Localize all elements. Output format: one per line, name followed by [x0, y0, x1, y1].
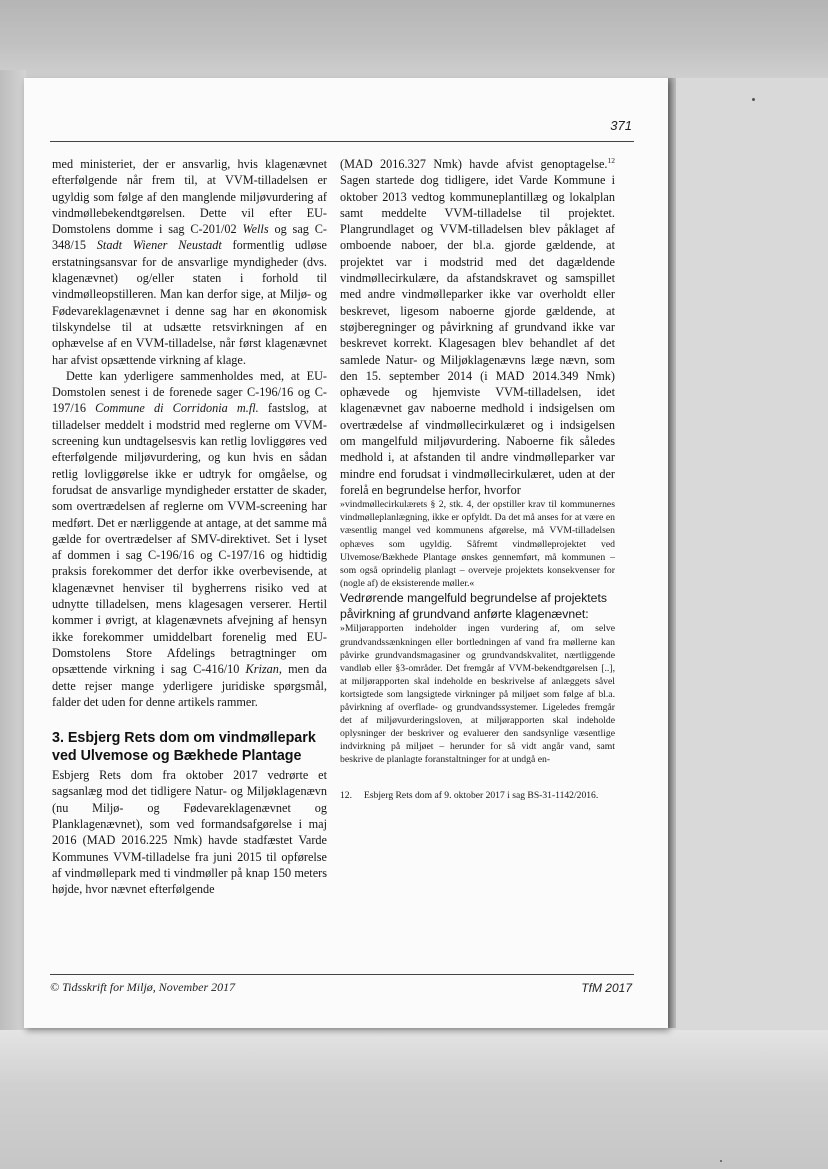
- footer-journal: TfM 2017: [581, 981, 632, 995]
- right-column: [340, 156, 615, 802]
- footnote-number: 12.: [340, 789, 352, 801]
- section-heading: 3. Esbjerg Rets dom om vindmøllepark ved Ulvemose og Bækhede Plantage: [52, 730, 316, 764]
- text-run: , men da dette rejser mange yderligere juridiske spørgsmål, falder det uden for denne artikels rammer.: [52, 662, 327, 709]
- paragraph: [52, 368, 327, 710]
- case-name: Commune di Corridonia m.fl.: [95, 401, 259, 416]
- text-run: fastslog, at tilladelser meddelt i modstrid med reglerne om VVM-screening kun undtagelsesvis kan retlig lovliggøres ved efterfølgende miljøvurdering, og kun hvis en sådan retlig lovliggørelse ikke er udtryk for omgåelse, og forudsat de ansvarlige myndigheder erstatter de skader, som overtrædelsen af reglerne om VVM-screening har medført. Det er nærliggende at antage, at det samme må gælde for overtrædelser af SMV-direktivet. Set i lyset af dommen i sag C-196/16 og C-197/16 og hidtidig praksis forekommer det derfor ikke overbevisende, at klagenævnet henviser til bygherrens risiko ved at udnytte tilladelsen, mens klagesagen verserer. Hertil kommer i øvrigt, at klagenævnets afvejning af hensyn ikke forekommer umiddelbart forenelig med EU-Domstolens Store Afdelings betragtninger om opsættende virkning i sag C-416/10: [52, 401, 328, 677]
- case-name: Stadt Wiener Neustadt: [96, 238, 222, 253]
- text-run: med ministeriet, der er ansvarlig, hvis klagenævnet efterfølgende når frem til, at VVM-tilladelsen er ugyldig som følge af den manglende miljøvurdering af vindmøllebekendtgørelsen. Dette vil efter EU-Domstolens domme i sag C-201/02: [52, 157, 327, 237]
- paragraph: [52, 156, 327, 368]
- case-name: Wells: [242, 222, 269, 237]
- text-run: (MAD 2016.327 Nmk) havde afvist genoptagelse.: [340, 157, 608, 171]
- subheading: Vedrørende mangelfuld begrundelse af projektets påvirkning af grundvand anførte klagenævnet:: [340, 590, 607, 622]
- paragraph: Esbjerg Rets dom fra oktober 2017 vedrørte et sagsanlæg mod det tidligere Natur- og Miljøklagenævn (nu Miljø- og Fødevareklagenævnet og Planklagenævnet), som ved formandsafgørelse i maj 2016 (MAD 2016.225 Nmk) havde stadfæstet Varde Kommunes VVM-tilladelse fra juni 2015 til opførelse af vindmøllepark med ti vindmøller på knap 150 meters højde, hvor nævnet efterfølgende: [52, 768, 327, 897]
- footer-rule: [50, 974, 634, 975]
- paragraph: [340, 156, 615, 498]
- left-column: [52, 156, 327, 897]
- footnote-ref[interactable]: 12: [607, 156, 615, 165]
- footer-copyright: © Tidsskrift for Miljø, November 2017: [50, 980, 236, 994]
- scan-speck: [752, 98, 755, 101]
- block-quote: »vindmøllecirkulærets § 2, stk. 4, der opstiller krav til kommunernes vindmølleplanlægning, ikke er opfyldt. Da det må anses for at være en væsentlig mangel ved kommunens afgørelse, må VVM-tilladelsen ophæves som ugyldig. Såfremt vindmølleprojektet ved Ulvemose/Bækhede Plantage ønskes gennemført, må kommunen – som også oprindelig planlagt – overveje projektets konsekvenser for (nogle af) de eksisterende møller.«: [340, 499, 615, 589]
- scan-speck: [720, 1160, 722, 1162]
- scan-background-top: [0, 0, 828, 78]
- case-name: Krizan: [245, 662, 279, 677]
- text-run: Dette kan yderligere sammenholdes med, at EU-Domstolen senest i de forenede sager C-196/16 og C-197/16: [52, 368, 327, 416]
- text-run: Sagen startede dog tidligere, idet Varde Kommune i oktober 2013 vedtog kommuneplantillæg og lokalplan samt meddelte VVM-tilladelse til projektet. Plangrundlaget og VVM-tilladelsen blev påklaget af omboende naboer, der bl.a. gjorde gældende, at projektet var i modstrid med det dagældende vindmøllecirkulære, da afstandskravet og samspillet med andre vindmølleparker ikke var overholdt eller beskrevet, ligesom naboerne gjorde gældende, at støjberegninger og påvirkning af grundvand ikke var beskrevet korrekt. Klagesagen blev behandlet af det samlede Natur- og Miljøklagenævns læge nævn, som den 15. september 2014 (i MAD 2014.349 Nmk) ophævede og hjemviste VVM-tilladelsen, idet klagenævnet gav naboerne medhold i indsigelsen om overtrædelse af vindmøllecirkulæret og i indsigelsen om mangelfuld miljøvurdering. Naboerne fik således medhold i, at afstanden til andre vindmølleparker var mindre end forudsat i vindmøllecirkulæret, uden at der forelå en begrundelse herfor, hvorfor: [340, 173, 615, 497]
- footnote-text: Esbjerg Rets dom af 9. oktober 2017 i sag BS-31-1142/2016.: [364, 789, 599, 801]
- block-quote: »Miljørapporten indeholder ingen vurdering af, om selve grundvandssænkningen eller bortledningen af vand fra møllerne kan påvirke grundvandsmagasiner og grundvandskvalitet, nærtliggende vandløb eller §3-områder. Det fremgår af VVM-bekendtgørelsen [..], at miljørapporten skal indeholde en beskrivelse af anlæggets såvel kortsigtede som langsigtede virkninger på miljøet som følge af bl.a. påvirkning af overflade- og grundvandssystemer. Ligeledes fremgår det af miljøvurderingsloven, at miljørapporten skal indeholde oplysninger der beskriver og evaluerer den sandsynlige væsentlige indvirkning på miljøet – herunder for så vidt angår vand, samt beskrive de planlagte foranstaltninger for at undgå en-: [340, 623, 615, 766]
- document-page: [24, 78, 668, 1028]
- footnote: [340, 789, 615, 803]
- scan-background-left: [0, 70, 26, 1030]
- page-number: 371: [610, 118, 632, 133]
- header-rule: [50, 141, 634, 142]
- page-edge-shadow: [668, 78, 676, 1028]
- text-run: og sag C-348/15: [52, 222, 327, 253]
- text-run: formentlig udløse erstatningsansvar for de ansvarlige myndigheder (dvs. klagenævnet) og/eller staten i forhold til vindmølleopstilleren. Man kan derfor sige, at Miljø- og Fødevareklagenævnet i denne sag har en økonomisk tilskyndelse til at udsætte retsvirkningen af en ophævelse af en VVM-tilladelse, når først klagenævnet har afvist opsættende virkning af klage.: [52, 238, 327, 367]
- scan-background-bottom: [0, 1030, 828, 1169]
